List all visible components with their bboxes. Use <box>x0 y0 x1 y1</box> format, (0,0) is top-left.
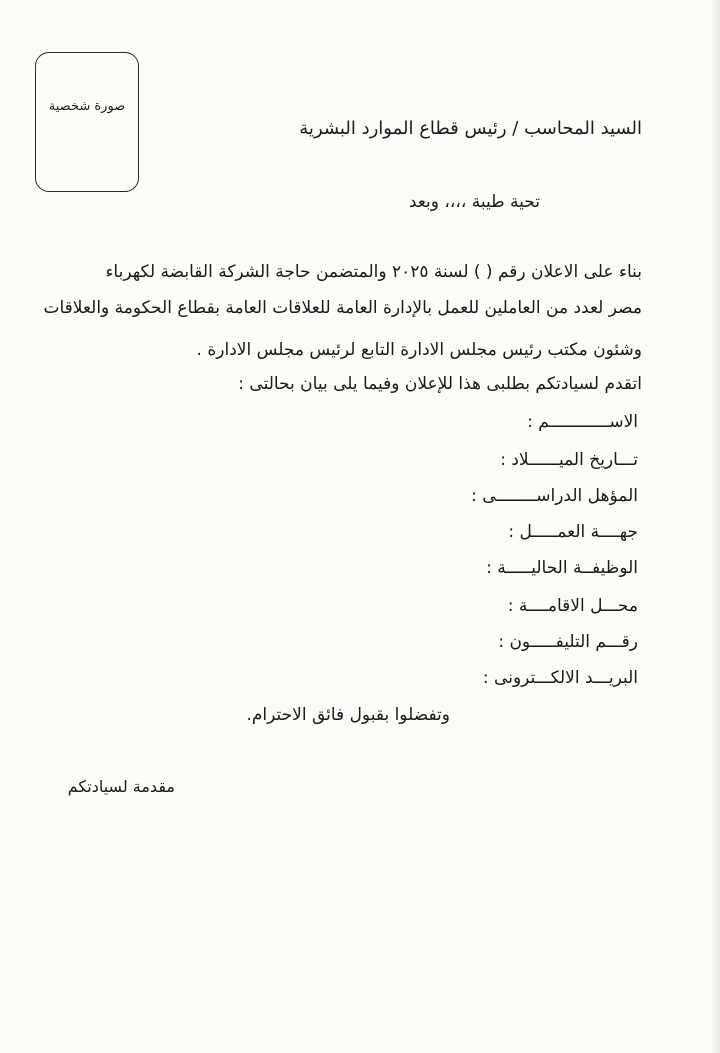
body-line-3: وشئون مكتب رئيس مجلس الادارة التابع لرئيس مجلس الادارة . <box>196 340 642 360</box>
field-name-label: الاســــــــــــم : <box>527 412 638 432</box>
field-qualification-label: المؤهل الدراســــــــى : <box>471 486 638 506</box>
personal-photo-label: صورة شخصية <box>48 99 126 114</box>
addressee-line: السيد المحاسب / رئيس قطاع الموارد البشرية <box>299 118 642 139</box>
field-phone-label: رقـــم التليفـــــون : <box>498 632 638 652</box>
body-line-4: اتقدم لسيادتكم بطلبى هذا للإعلان وفيما يلى بيان بحالتى : <box>238 374 642 394</box>
field-current-job-label: الوظيفــة الحاليـــــة : <box>486 558 638 578</box>
field-work-place-label: جهــــة العمـــــل : <box>508 522 638 542</box>
field-email-label: البريـــد الالكـــترونى : <box>482 668 638 688</box>
personal-photo-box <box>35 52 139 192</box>
greeting-line: تحية طيبة ،،،، وبعد <box>408 192 540 212</box>
body-line-2: مصر لعدد من العاملين للعمل بالإدارة العامة للعلاقات العامة بقطاع الحكومة والعلاقات <box>43 298 642 318</box>
scan-edge-shadow <box>710 0 720 1053</box>
closing-line: وتفضلوا بقبول فائق الاحترام. <box>246 705 450 725</box>
field-birth-date-label: تـــاريخ الميــــــلاد : <box>500 450 638 470</box>
signature-label: مقدمة لسيادتكم <box>67 777 175 796</box>
field-residence-label: محـــل الاقامــــة : <box>507 596 638 616</box>
body-line-1: بناء على الاعلان رقم ( ) لسنة ٢٠٢٥ والمتضمن حاجة الشركة القابضة لكهرباء <box>105 262 642 282</box>
